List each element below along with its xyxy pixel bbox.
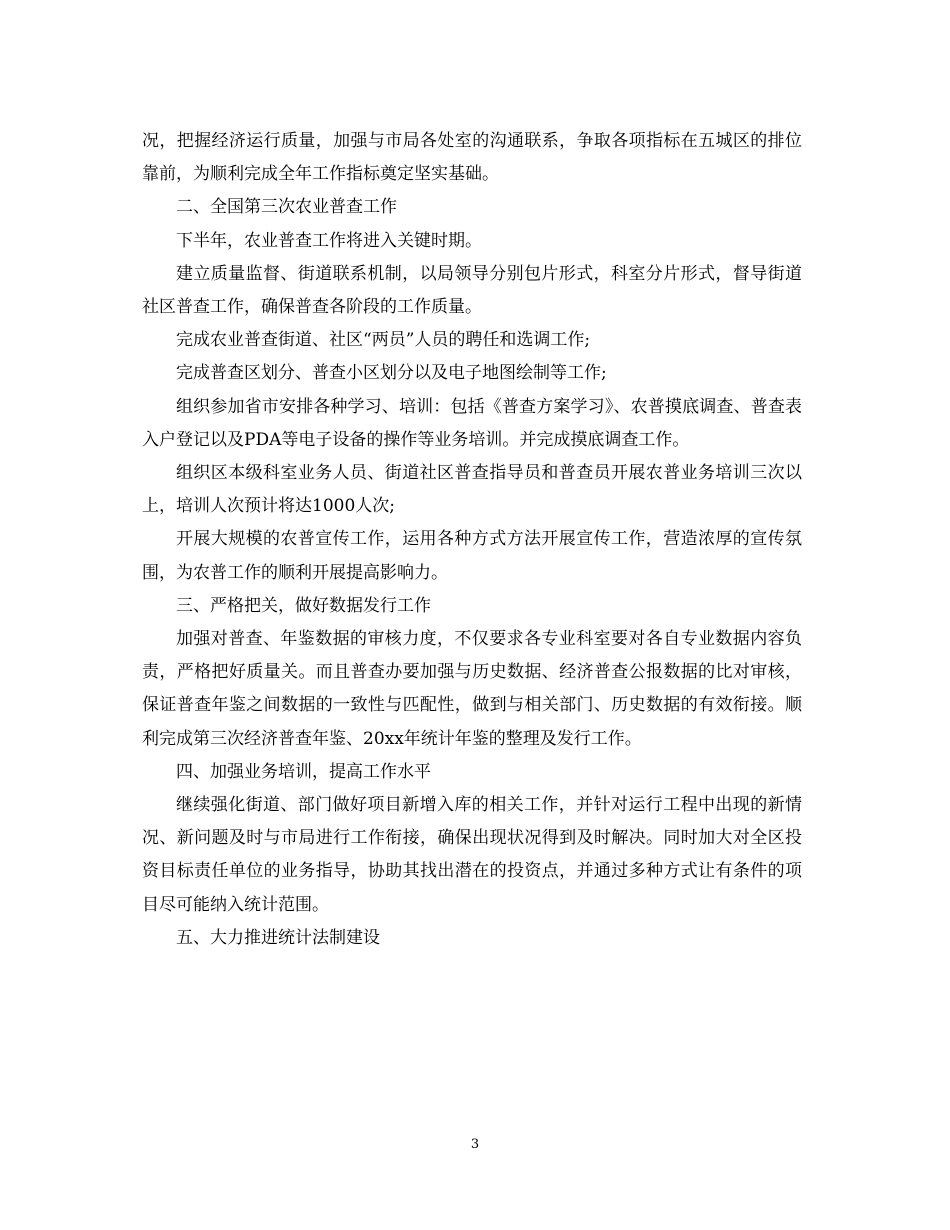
paragraph: 下半年，农业普查工作将进入关键时期。 xyxy=(176,230,482,251)
paragraph: 完成普查区划分、普查小区划分以及电子地图绘制等工作; xyxy=(176,363,607,384)
paragraph: 完成农业普查街道、社区“两员”人员的聘任和选调工作; xyxy=(176,330,591,351)
paragraph: 建立质量监督、街道联系机制，以局领导分别包片形式，科室分片形式，督导街道社区普查工作，确保普查各阶段的工作质量。 xyxy=(142,263,802,318)
section-heading: 四、加强业务培训，提高工作水平 xyxy=(176,761,431,782)
section-heading: 三、严格把关，做好数据发行工作 xyxy=(176,595,431,616)
page-number: 3 xyxy=(470,1137,480,1152)
document-body xyxy=(142,125,802,955)
section-heading: 二、全国第三次农业普查工作 xyxy=(176,197,397,218)
paragraph: 组织参加省市安排各种学习、培训：包括《普查方案学习》、农普摸底调查、普查表入户登记以及PDA等电子设备的操作等业务培训。并完成摸底调查工作。 xyxy=(142,396,802,450)
paragraph: 况，把握经济运行质量，加强与市局各处室的沟通联系，争取各项指标在五城区的排位靠前，为顺利完成全年工作指标奠定坚实基础。 xyxy=(142,131,802,185)
paragraph: 加强对普查、年鉴数据的审核力度，不仅要求各专业科室要对各自专业数据内容负责，严格把好质量关。而且普查办要加强与历史数据、经济普查公报数据的比对审核，保证普查年鉴之间数据的一致性与匹配性，做到与相关部门、历史数据的有效衔接。顺利完成第三次经济普查年鉴、20xx年统计年鉴的整理及发行工作。 xyxy=(142,629,802,749)
paragraph: 继续强化街道、部门做好项目新增入库的相关工作，并针对运行工程中出现的新情况、新问题及时与市局进行工作衔接，确保出现状况得到及时解决。同时加大对全区投资目标责任单位的业务指导，协助其找出潜在的投资点，并通过多种方式让有条件的项目尽可能纳入统计范围。 xyxy=(142,795,802,915)
paragraph: 组织区本级科室业务人员、街道社区普查指导员和普查员开展农普业务培训三次以上，培训人次预计将达1000人次; xyxy=(142,463,802,517)
section-heading: 五、大力推进统计法制建设 xyxy=(176,927,380,948)
paragraph: 开展大规模的农普宣传工作，运用各种方式方法开展宣传工作，营造浓厚的宣传氛围，为农普工作的顺利开展提高影响力。 xyxy=(142,529,802,583)
